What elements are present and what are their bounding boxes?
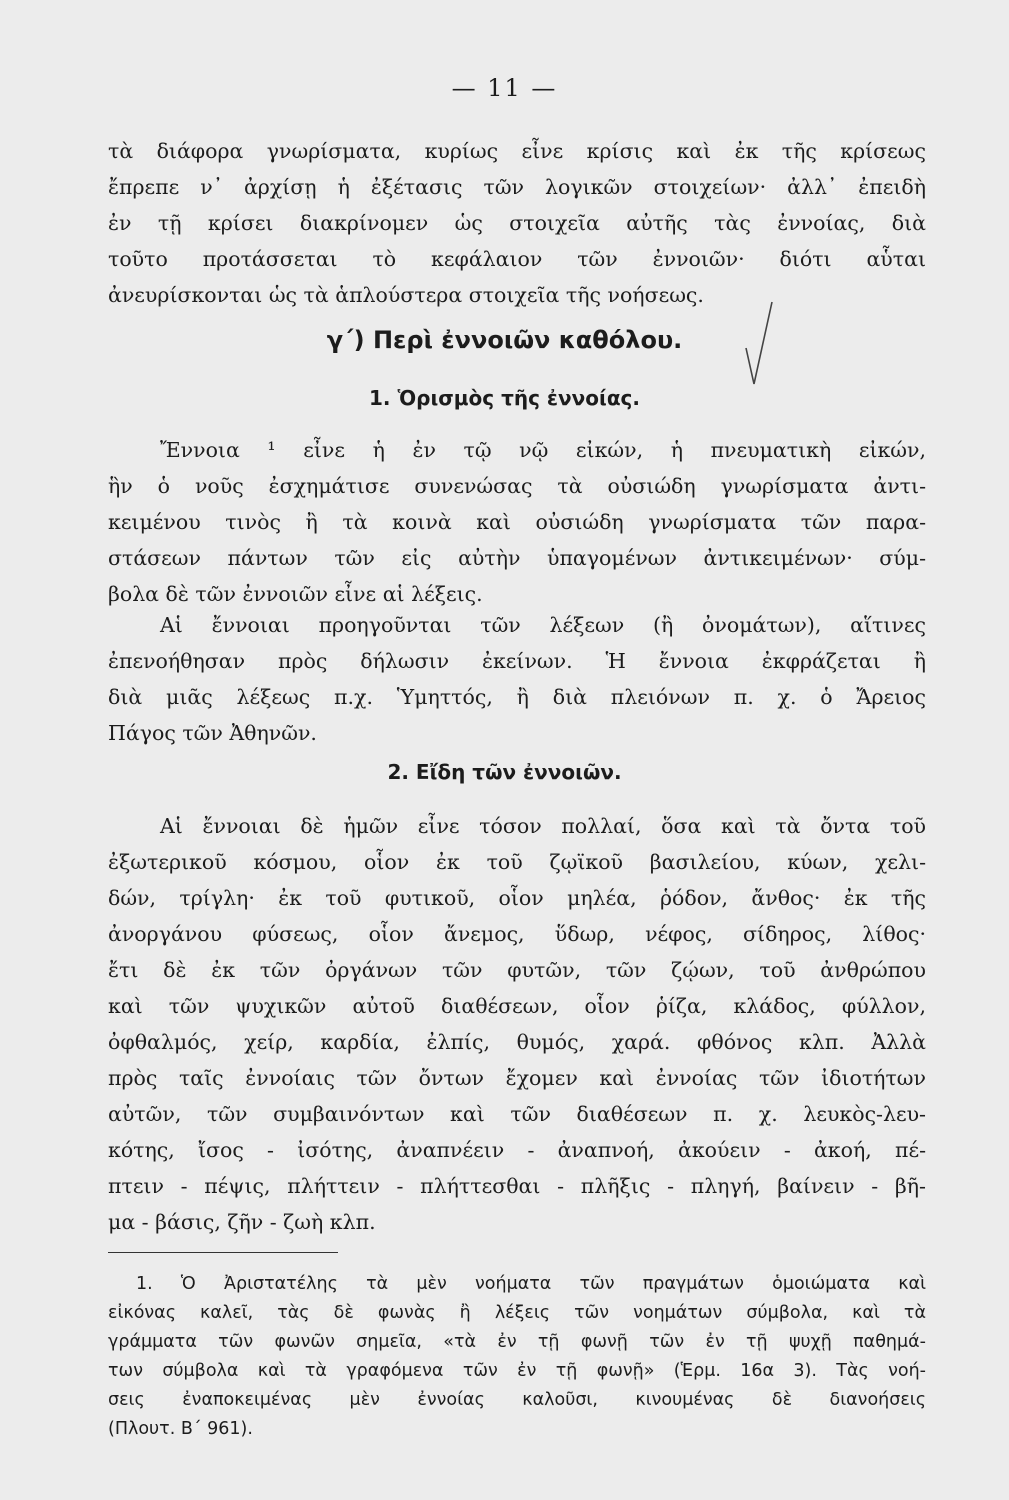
text-line: Πάγος τῶν Ἀθηνῶν.	[108, 721, 317, 745]
paragraph-definition	[108, 432, 926, 612]
footnote	[108, 1270, 926, 1444]
text-line: ἐξωτερικοῦ κόσμου, οἷον ἐκ τοῦ ζῳϊκοῦ βασιλείου, κύων, χελι-	[108, 850, 926, 874]
footnote-line: (Πλουτ. Β΄ 961).	[108, 1419, 253, 1439]
text-line: μα - βάσις, ζῆν - ζωὴ κλπ.	[108, 1210, 376, 1234]
text-line: ἐν τῇ κρίσει διακρίνομεν ὡς στοιχεῖα αὐτῆς τὰς ἐννοίας, διὰ	[108, 211, 926, 235]
footnote-line: των σύμβολα καὶ τὰ γραφόμενα τῶν ἐν τῇ φωνῇ» (Ἑρμ. 16α 3). Τὰς νοή-	[108, 1361, 926, 1381]
text-line: ἀνευρίσκονται ὡς τὰ ἁπλούστερα στοιχεῖα τῆς νοήσεως.	[108, 283, 704, 307]
text-line: Αἱ ἔννοιαι προηγοῦνται τῶν λέξεων (ἢ ὀνομάτων), αἵτινες	[160, 613, 926, 637]
paragraph-words	[108, 607, 926, 751]
text-line: Αἱ ἔννοιαι δὲ ἡμῶν εἶνε τόσον πολλαί, ὅσα καὶ τὰ ὄντα τοῦ	[160, 814, 926, 838]
handwritten-check-mark-icon	[744, 300, 774, 390]
section-heading: γ΄) Περὶ ἐννοιῶν καθόλου.	[326, 326, 683, 354]
paragraph-intro	[108, 133, 926, 313]
text-line: αὐτῶν, τῶν συμβαινόντων καὶ τῶν διαθέσεων π. χ. λευκὸς-λευ-	[108, 1102, 926, 1126]
text-line: ὀφθαλμός, χείρ, καρδία, ἐλπίς, θυμός, χαρά. φθόνος κλπ. Ἀλλὰ	[108, 1030, 926, 1054]
text-line: πτειν - πέψις, πλήττειν - πλήττεσθαι - πλῆξις - πληγή, βαίνειν - βῆ-	[108, 1174, 926, 1198]
text-line: καὶ τῶν ψυχικῶν αὐτοῦ διαθέσεων, οἷον ῥίζα, κλάδος, φύλλον,	[108, 994, 926, 1018]
text-line: ἣν ὁ νοῦς ἐσχημάτισε συνενώσας τὰ οὐσιώδη γνωρίσματα ἀντι-	[108, 474, 926, 498]
subsection-heading-kinds: 2. Εἴδη τῶν ἐννοιῶν.	[387, 760, 622, 784]
footnote-line: εἰκόνας καλεῖ, τὰς δὲ φωνὰς ἢ λέξεις τῶν νοημάτων σύμβολα, καὶ τὰ	[108, 1303, 926, 1323]
text-line: ἀνοργάνου φύσεως, οἷον ἄνεμος, ὕδωρ, νέφος, σίδηρος, λίθος·	[108, 922, 926, 946]
text-line: ἔτι δὲ ἐκ τῶν ὀργάνων τῶν φυτῶν, τῶν ζῴων, τοῦ ἀνθρώπου	[108, 958, 926, 982]
text-line: τοῦτο προτάσσεται τὸ κεφάλαιον τῶν ἐννοιῶν· διότι αὗται	[108, 247, 926, 271]
paragraph-kinds	[108, 808, 926, 1240]
subsection-heading-definition: 1. Ὁρισμὸς τῆς ἐννοίας.	[368, 386, 641, 410]
text-line: δών, τρίγλη· ἐκ τοῦ φυτικοῦ, οἷον μηλέα, ῥόδον, ἄνθος· ἐκ τῆς	[108, 886, 926, 910]
text-line: τὰ διάφορα γνωρίσματα, κυρίως εἶνε κρίσις καὶ ἐκ τῆς κρίσεως	[108, 139, 926, 163]
text-line: ἐπενοήθησαν πρὸς δήλωσιν ἐκείνων. Ἡ ἔννοια ἐκφράζεται ἢ	[108, 649, 926, 673]
text-line: ἔπρεπε ν᾽ ἀρχίσῃ ἡ ἐξέτασις τῶν λογικῶν στοιχείων· ἀλλ᾽ ἐπειδὴ	[108, 175, 926, 199]
footnote-line: 1. Ὁ Ἀριστατέλης τὰ μὲν νοήματα τῶν πραγμάτων ὁμοιώματα καὶ	[136, 1274, 926, 1294]
text-line: Ἔννοια ¹ εἶνε ἡ ἐν τῷ νῷ εἰκών, ἡ πνευματικὴ εἰκών,	[160, 438, 926, 462]
text-line: διὰ μιᾶς λέξεως π.χ. Ὑμηττός, ἢ διὰ πλειόνων π. χ. ὁ Ἄρειος	[108, 685, 926, 709]
page-number: — 11 —	[451, 74, 558, 102]
text-line: κότης, ἴσος - ἰσότης, ἀναπνέειν - ἀναπνοή, ἀκούειν - ἀκοή, πέ-	[108, 1138, 926, 1162]
text-line: πρὸς ταῖς ἐννοίαις τῶν ὄντων ἔχομεν καὶ ἐννοίας τῶν ἰδιοτήτων	[108, 1066, 926, 1090]
footnote-line: γράμματα τῶν φωνῶν σημεῖα, «τὰ ἐν τῇ φωνῇ τῶν ἐν τῇ ψυχῇ παθημά-	[108, 1332, 926, 1352]
text-line: βολα δὲ τῶν ἐννοιῶν εἶνε αἱ λέξεις.	[108, 582, 483, 606]
footnote-line: σεις ἐναποκειμένας μὲν ἐννοίας καλοῦσι, κινουμένας δὲ διανοήσεις	[108, 1390, 926, 1410]
text-line: κειμένου τινὸς ἢ τὰ κοινὰ καὶ οὐσιώδη γνωρίσματα τῶν παρα-	[108, 510, 926, 534]
footnote-divider	[108, 1252, 338, 1253]
text-line: στάσεων πάντων τῶν εἰς αὐτὴν ὑπαγομένων ἀντικειμένων· σύμ-	[108, 546, 926, 570]
